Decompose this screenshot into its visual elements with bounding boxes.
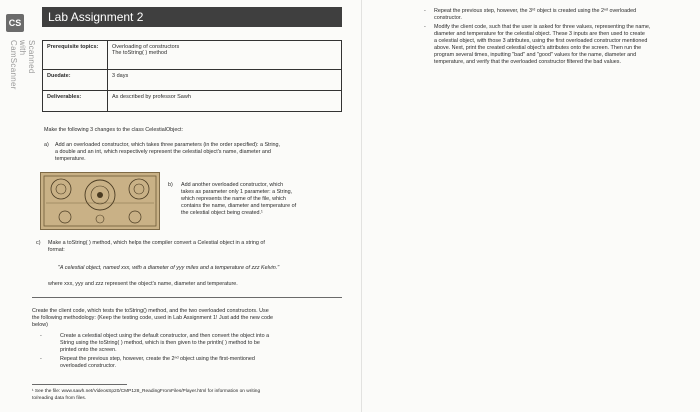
item-a-line: temperature. (55, 156, 86, 162)
item-a-line: Add an overloaded constructor, which takes three parameters (in the order specified): a String, (55, 142, 281, 148)
right-bullet-line: constructor. (434, 15, 462, 21)
info-value (108, 41, 342, 70)
item-c-text (48, 240, 343, 254)
client-line: the following methodology: (Keep the testing code, used in Lab Assignment 1! Just add the new code (32, 315, 273, 321)
client-bullet-2 (60, 356, 342, 370)
client-bullet-1 (60, 333, 342, 354)
item-a-line: a double and an int, which respectively represent the celestial object's name, diameter and (55, 149, 271, 155)
footnote-line: to/reading data from files. (32, 395, 87, 401)
item-c-line: Make a toString( ) method, which helps the compiler convert a Celestial object in a string of (48, 240, 265, 246)
footnote-line: ¹ See the file: www.sawh.net/VideosSp20/CMP128_ReadingFromFiles/Player.html for information on writing (32, 389, 261, 394)
item-b-marker: b) (168, 182, 173, 188)
right-bullet-2 (434, 24, 696, 66)
right-bullet-line: a celestial object, with those 3 attributes, using the first overloaded constructor mentioned (434, 38, 648, 44)
footnote (32, 389, 352, 402)
where-line: where xxx, yyy and zzz represent the object's name, diameter and temperature. (48, 281, 238, 287)
camscanner-logo: CS (6, 14, 24, 32)
info-key: Duedate: (43, 70, 108, 91)
item-b-text (181, 182, 331, 217)
right-bullet-line: program several times, inputting "bad" and "good" values for the name, diameter and (434, 52, 637, 58)
bullet-marker: - (40, 333, 42, 339)
format-line: "A celestial object, named xxx, with a diameter of yyy miles and a temperature of zzz Kelvin." (58, 265, 280, 271)
item-a-marker: a) (44, 142, 49, 148)
client-text (32, 308, 344, 329)
right-page (362, 0, 700, 412)
manuscript-image (40, 172, 160, 230)
bullet-marker: - (424, 8, 426, 14)
info-key: Deliverables: (43, 91, 108, 112)
bullet-marker: - (40, 356, 42, 362)
client-bullet-line: String using the toString( ) method, which is then given to the println( ) method to be (60, 340, 260, 346)
camscanner-text: Scanned with CamScanner (9, 40, 36, 90)
right-bullet-1 (434, 8, 696, 22)
right-bullet-line: temperature, and verify that the overloaded constructor filtered the bad values. (434, 59, 621, 65)
info-value: As described by professor Sawh (108, 91, 342, 112)
client-line: below) (32, 322, 48, 328)
divider (32, 297, 342, 298)
item-b-line: contains the name, diameter and temperature of (181, 203, 297, 209)
footnote-rule (32, 384, 127, 385)
info-table (42, 40, 342, 112)
client-bullet-line: Create a celestial object using the default constructor, and then convert the object into a (60, 333, 270, 339)
item-c-marker: c) (36, 240, 41, 246)
info-row-prerequisites (43, 41, 342, 70)
right-bullet-line: Modify the client code, such that the user is asked for three values, representing the name, (434, 24, 651, 30)
item-a-text (55, 142, 345, 163)
info-row-deliverables (43, 91, 342, 112)
right-bullet-line: diameter and temperature for the celestial object. These 3 inputs are then used to create (434, 31, 645, 37)
client-line: Create the client code, which tests the toString() method, and the two overloaded constructors. Use (32, 308, 269, 314)
item-b-line: the celestial object being created.¹ (181, 210, 263, 216)
item-b-line: Add another overloaded constructor, which (181, 182, 284, 188)
info-key: Prerequisite topics: (43, 41, 108, 70)
info-value-line: The toString( ) method (112, 50, 168, 56)
info-value: 3 days (108, 70, 342, 91)
intro-text: Make the following 3 changes to the class CelestialObject: (44, 127, 184, 133)
right-bullet-line: above. Next, print the created celestial object's attributes onto the screen. Then run the (434, 45, 642, 51)
client-bullet-line: overloaded constructor. (60, 363, 117, 369)
camscanner-watermark (6, 14, 36, 90)
info-value-line: Overloading of constructors (112, 44, 180, 50)
bullet-marker: - (424, 24, 426, 30)
info-row-duedate (43, 70, 342, 91)
client-bullet-line: printed onto the screen. (60, 347, 117, 353)
item-c-line: format: (48, 247, 65, 253)
client-bullet-line: Repeat the previous step, however, create the 2ⁿᵈ object using the first-mentioned (60, 356, 255, 362)
right-bullet-line: Repeat the previous step, however, the 3ʳᵈ object is created using the 2ⁿᵈ overloaded (434, 8, 637, 14)
item-b-line: takes as parameter only 1 parameter: a String, (181, 189, 293, 195)
page-title: Lab Assignment 2 (42, 7, 342, 27)
item-b-line: which represents the name of the file, which (181, 196, 286, 202)
